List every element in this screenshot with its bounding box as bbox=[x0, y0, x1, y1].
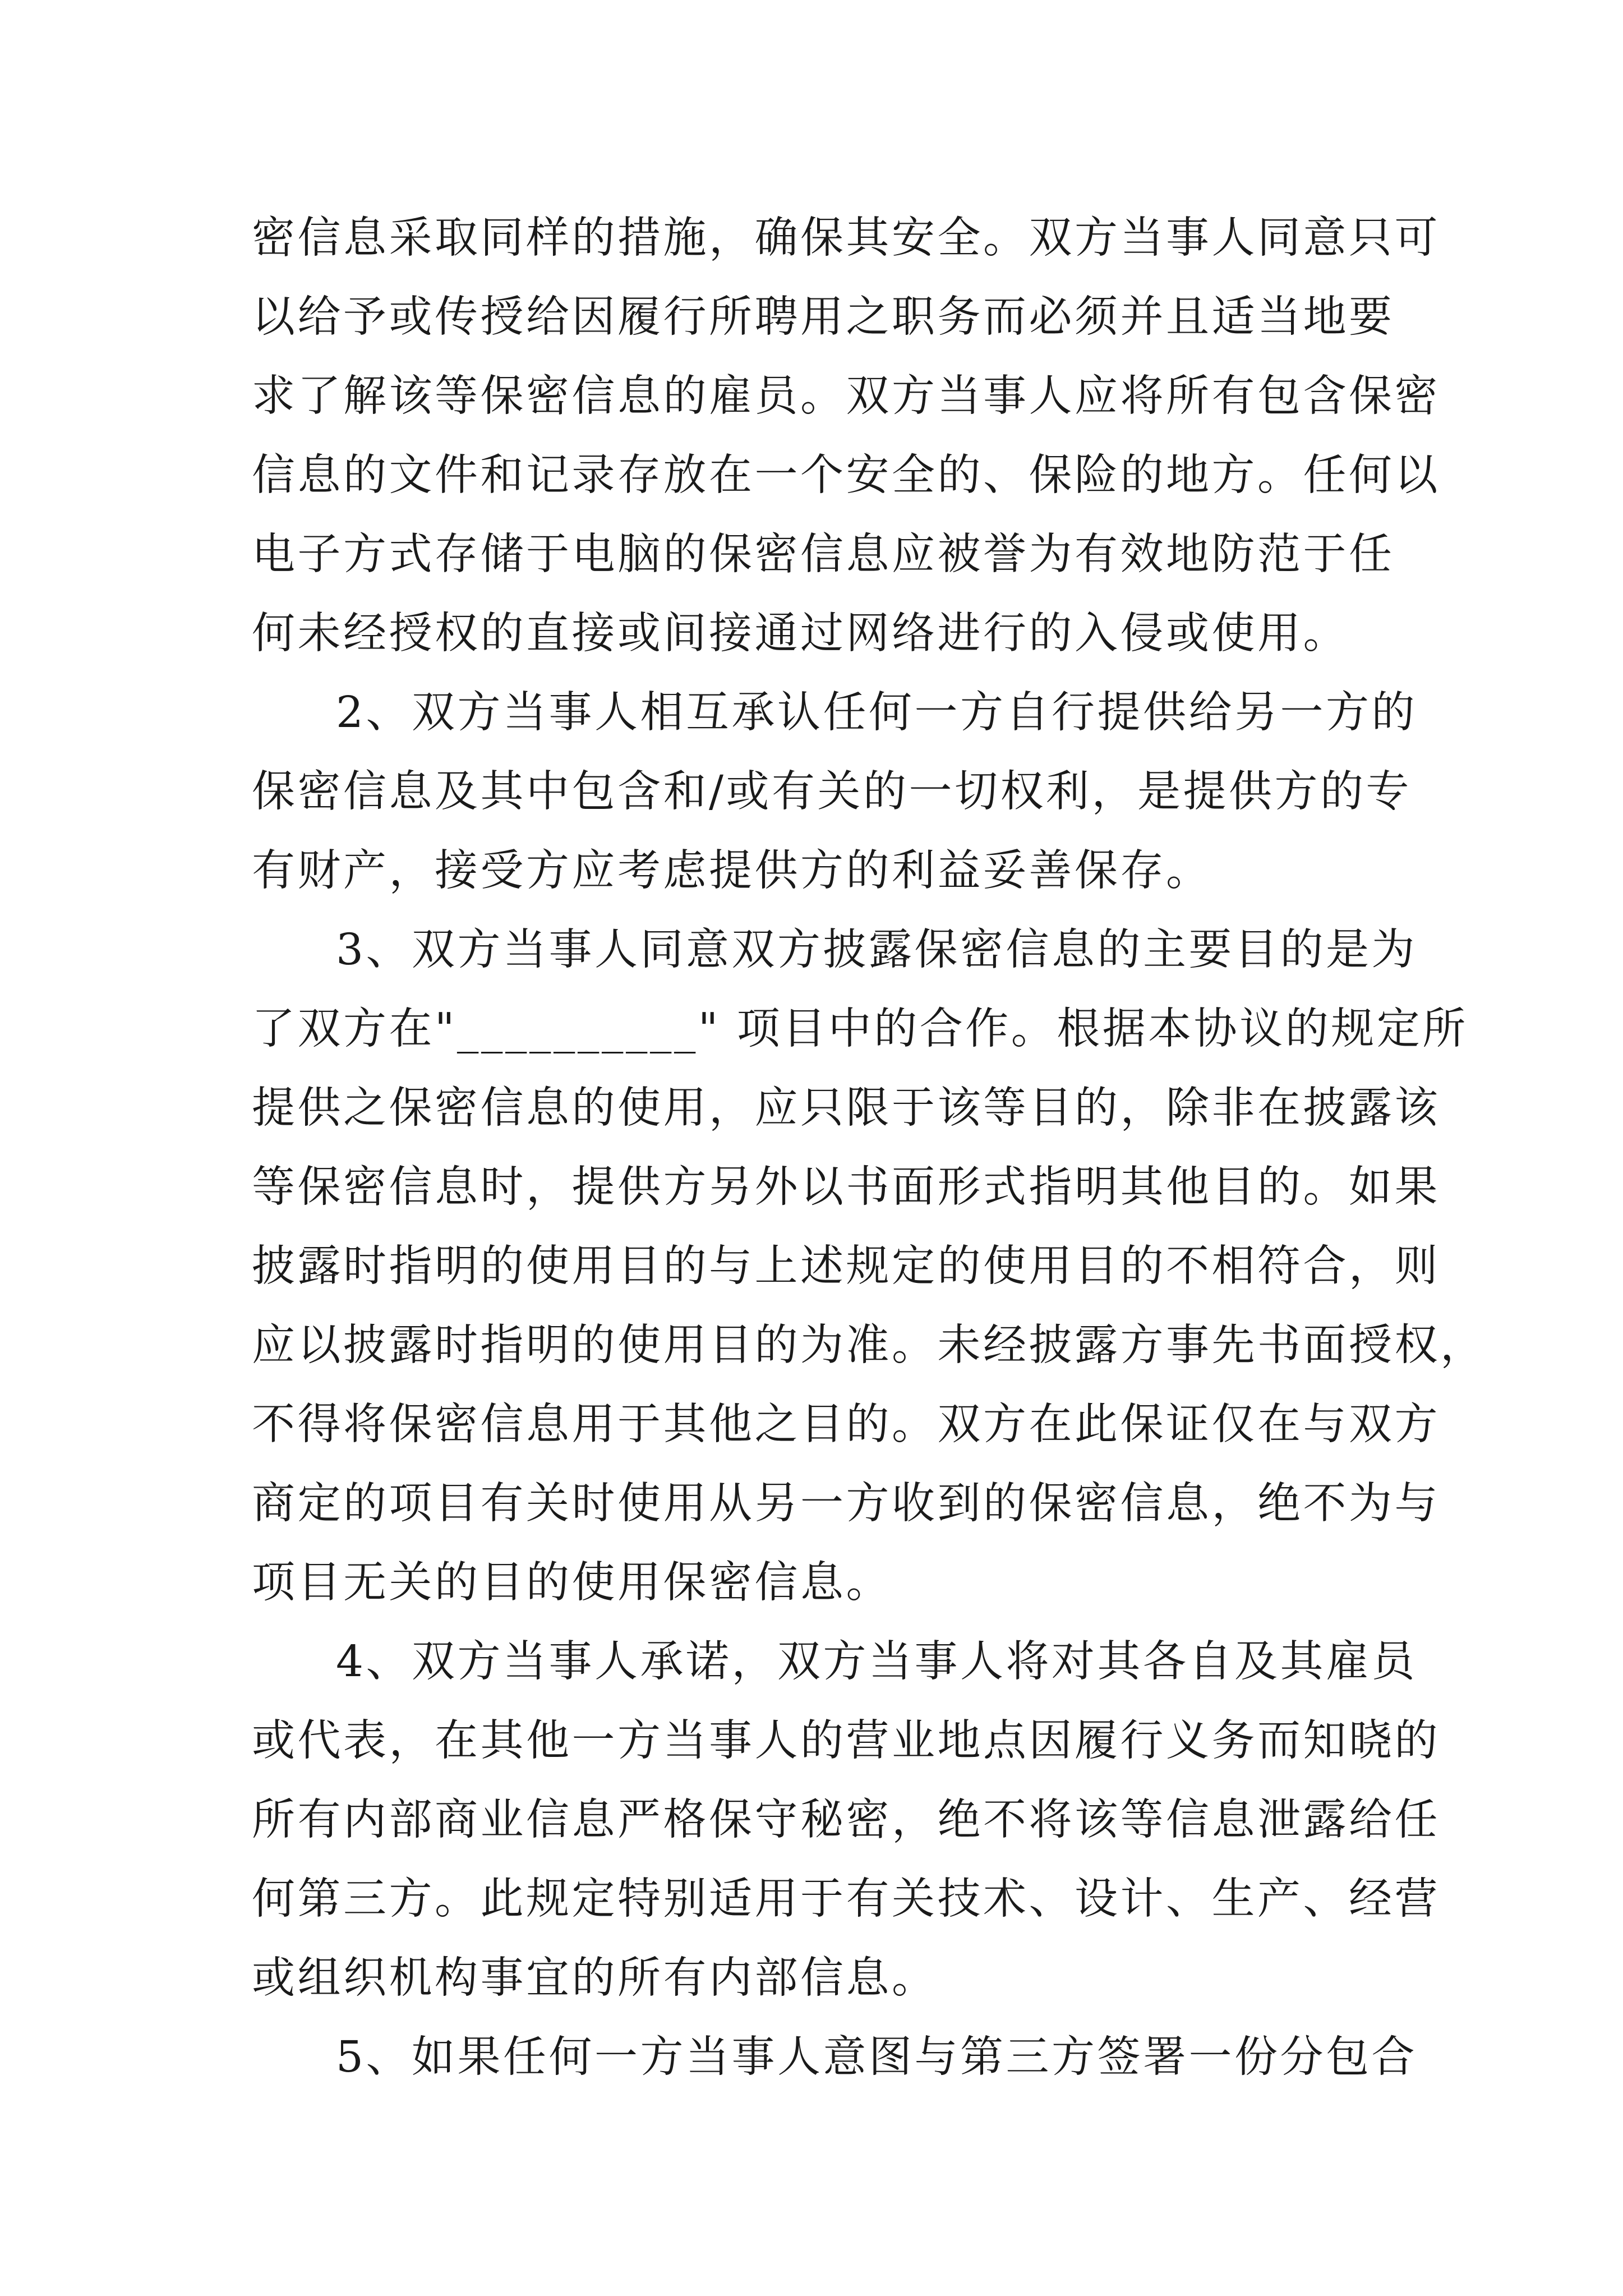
text-line: 以给予或传授给因履行所聘用之职务而必须并且适当地要 bbox=[252, 292, 1395, 342]
text-line: 密信息采取同样的措施，确保其安全。双方当事人同意只可 bbox=[252, 213, 1440, 263]
text-line: 求了解该等保密信息的雇员。双方当事人应将所有包含保密 bbox=[252, 371, 1440, 421]
text-line: 所有内部商业信息严格保守秘密，绝不将该等信息泄露给任 bbox=[252, 1795, 1440, 1845]
text-line: 了双方在"__________" 项目中的合作。根据本协议的规定所 bbox=[252, 1004, 1468, 1054]
text-line: 应以披露时指明的使用目的为准。未经披露方事先书面授权， bbox=[252, 1320, 1486, 1370]
text-line: 何第三方。此规定特别适用于有关技术、设计、生产、经营 bbox=[252, 1874, 1440, 1924]
text-line: 项目无关的目的使用保密信息。 bbox=[252, 1558, 892, 1608]
text-line: 或代表，在其他一方当事人的营业地点因履行义务而知晓的 bbox=[252, 1716, 1440, 1766]
text-line: 等保密信息时，提供方另外以书面形式指明其他目的。如果 bbox=[252, 1162, 1440, 1212]
text-line: 电子方式存储于电脑的保密信息应被誉为有效地防范于任 bbox=[252, 530, 1395, 579]
text-line: 何未经授权的直接或间接通过网络进行的入侵或使用。 bbox=[252, 609, 1349, 659]
text-line: 提供之保密信息的使用，应只限于该等目的，除非在披露该 bbox=[252, 1083, 1440, 1133]
paragraph-5-start: 5、如果任何一方当事人意图与第三方签署一份分包合 bbox=[336, 2032, 1417, 2082]
paragraph-2-start: 2、双方当事人相互承认任何一方自行提供给另一方的 bbox=[336, 688, 1417, 738]
text-line: 商定的项目有关时使用从另一方收到的保密信息，绝不为与 bbox=[252, 1479, 1440, 1529]
paragraph-4-start: 4、双方当事人承诺，双方当事人将对其各自及其雇员 bbox=[336, 1637, 1417, 1687]
text-line: 或组织机构事宜的所有内部信息。 bbox=[252, 1953, 938, 2003]
text-line: 不得将保密信息用于其他之目的。双方在此保证仅在与双方 bbox=[252, 1400, 1440, 1450]
text-line: 披露时指明的使用目的与上述规定的使用目的不相符合，则 bbox=[252, 1241, 1440, 1291]
text-line: 信息的文件和记录存放在一个安全的、保险的地方。任何以 bbox=[252, 450, 1440, 500]
text-line: 有财产，接受方应考虑提供方的利益妥善保存。 bbox=[252, 846, 1212, 896]
text-line: 保密信息及其中包含和/或有关的一切权利，是提供方的专 bbox=[252, 767, 1412, 817]
paragraph-3-start: 3、双方当事人同意双方披露保密信息的主要目的是为 bbox=[336, 925, 1417, 975]
